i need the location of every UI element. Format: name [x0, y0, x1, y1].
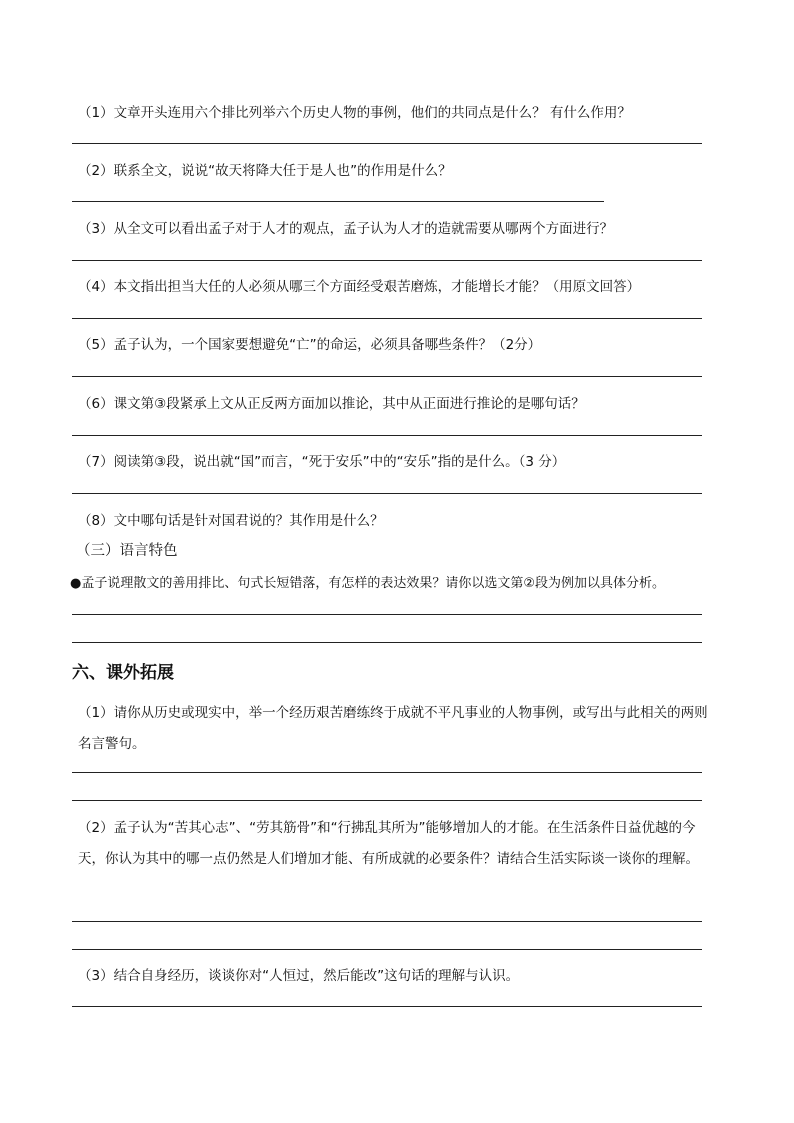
language-heading: （三）语言特色	[76, 543, 178, 559]
answer-line[interactable]	[72, 772, 702, 773]
extension-question-3: （3）结合自身经历，谈谈你对“人恒过，然后能改”这句话的理解与认识。	[78, 968, 520, 984]
answer-line[interactable]	[72, 143, 702, 144]
question-7: （7）阅读第③段，说出就“国”而言，“死于安乐”中的“安乐”指的是什么。（3 分）	[78, 454, 566, 470]
answer-line[interactable]	[72, 949, 702, 950]
answer-line[interactable]	[72, 642, 702, 643]
answer-line[interactable]	[72, 614, 702, 615]
question-5: （5）孟子认为，一个国家要想避免“亡”的命运，必须具备哪些条件？（2分）	[78, 337, 542, 353]
answer-line[interactable]	[72, 1006, 702, 1007]
answer-line[interactable]	[72, 921, 702, 922]
question-3: （3）从全文可以看出孟子对于人才的观点，孟子认为人才的造就需要从哪两个方面进行？	[78, 221, 614, 237]
question-4: （4）本文指出担当大任的人必须从哪三个方面经受艰苦磨炼，才能增长才能？（用原文回答）	[78, 279, 641, 295]
language-question: ●孟子说理散文的善用排比、句式长短错落，有怎样的表达效果？请你以选文第②段为例加以具体分析。	[70, 576, 665, 591]
question-8: （8）文中哪句话是针对国君说的？其作用是什么？	[78, 513, 384, 529]
section-title: 六、课外拓展	[72, 663, 174, 683]
answer-line[interactable]	[72, 800, 702, 801]
answer-line[interactable]	[72, 260, 702, 261]
answer-line[interactable]	[72, 493, 702, 494]
answer-line[interactable]	[72, 318, 702, 319]
question-6: （6）课文第③段紧承上文从正反两方面加以推论，其中从正面进行推论的是哪句话？	[78, 396, 585, 412]
answer-line[interactable]	[72, 201, 604, 202]
question-1: （1）文章开头连用六个排比列举六个历史人物的事例，他们的共同点是什么？ 有什么作用？	[78, 105, 631, 121]
question-2: （2）联系全文，说说“故天将降大任于是人也”的作用是什么？	[78, 163, 452, 179]
extension-question-1: （1）请你从历史或现实中，举一个经历艰苦磨练终于成就不平凡事业的人物事例，或写出与此相关的两则名言警句。	[78, 705, 708, 752]
extension-question-2: （2）孟子认为“苦其心志”、“劳其筋骨”和“行拂乱其所为”能够增加人的才能。在生活条件日益优越的今天，你认为其中的哪一点仍然是人们增加才能、有所成就的必要条件？请结合生活实际谈一谈你的理解。	[78, 820, 699, 867]
answer-line[interactable]	[72, 376, 702, 377]
answer-line[interactable]	[72, 435, 702, 436]
